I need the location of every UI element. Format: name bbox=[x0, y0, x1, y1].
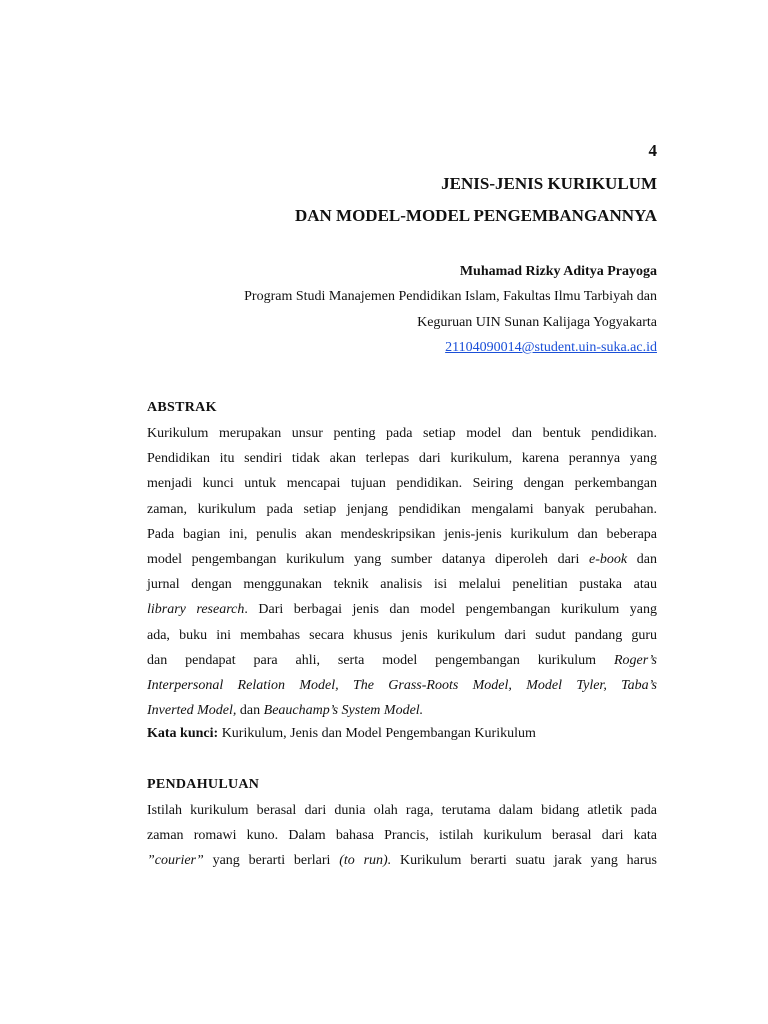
keywords-label: Kata kunci: bbox=[147, 726, 219, 741]
abstract-line bbox=[147, 597, 657, 622]
keywords-text: Kurikulum, Jenis dan Model Pengembangan Kurikulum bbox=[218, 726, 536, 741]
document-page bbox=[147, 0, 657, 1024]
keywords bbox=[147, 724, 536, 744]
abstract-italic-term: e-book bbox=[589, 551, 628, 567]
chapter-title-line-1: JENIS-JENIS KURIKULUM bbox=[441, 174, 657, 193]
abstract-italic-term: Inverted Model, bbox=[147, 703, 237, 719]
abstract-text: . Dari berbagai jenis dan model pengembangan kurikulum yang bbox=[244, 602, 657, 618]
abstract-line bbox=[147, 648, 657, 673]
abstract-line: jurnal dengan menggunakan teknik analisis isi melalui penelitian pustaka atau bbox=[147, 577, 657, 593]
abstract-italic-term: library research bbox=[147, 602, 245, 618]
abstract-heading: ABSTRAK bbox=[147, 400, 217, 415]
introduction-line: Istilah kurikulum berasal dari dunia olah raga, terutama dalam bidang atletik pada bbox=[147, 803, 657, 818]
abstract-italic-term: Roger’s bbox=[613, 652, 657, 668]
affiliation-line-1: Program Studi Manajemen Pendidikan Islam, Fakultas Ilmu Tarbiyah dan bbox=[244, 289, 657, 304]
abstract-line: menjadi kunci untuk mencapai tujuan pendidikan. Seiring dengan perkembangan bbox=[147, 476, 657, 492]
abstract-text: dan pendapat para ahli, serta model pengembangan kurikulum bbox=[147, 652, 614, 668]
abstract-line: Pendidikan itu sendiri tidak akan terlepas dari kurikulum, karena perannya yang bbox=[147, 451, 657, 467]
introduction-body bbox=[147, 798, 657, 874]
affiliation-line-2: Keguruan UIN Sunan Kalijaga Yogyakarta bbox=[417, 315, 657, 330]
abstract-text: dan bbox=[627, 551, 657, 567]
abstract-line: zaman, kurikulum pada setiap jenjang pendidikan mengalami banyak perubahan. bbox=[147, 501, 657, 517]
abstract-line bbox=[147, 547, 657, 572]
abstract-line: Pada bagian ini, penulis akan mendeskripsikan jenis-jenis kurikulum dan beberapa bbox=[147, 526, 657, 542]
abstract-line: ada, buku ini membahas secara khusus jenis kurikulum dari sudut pandang guru bbox=[147, 627, 657, 643]
abstract-italic-term: Interpersonal Relation Model, The Grass-Roots Model, Model Tyler, Taba’s bbox=[147, 677, 657, 693]
abstract-line: Kurikulum merupakan unsur penting pada setiap model dan bentuk pendidikan. bbox=[147, 426, 657, 441]
author-email-link[interactable]: 21104090014@student.uin-suka.ac.id bbox=[445, 340, 657, 355]
abstract-text: dan bbox=[236, 703, 264, 719]
abstract-line bbox=[147, 698, 657, 723]
abstract-body bbox=[147, 421, 657, 723]
introduction-line bbox=[147, 848, 657, 873]
intro-text: yang berarti berlari bbox=[203, 853, 340, 869]
introduction-line: zaman romawi kuno. Dalam bahasa Prancis, istilah kurikulum berasal dari kata bbox=[147, 828, 657, 844]
abstract-line bbox=[147, 673, 657, 698]
chapter-number: 4 bbox=[648, 141, 657, 160]
introduction-heading: PENDAHULUAN bbox=[147, 777, 260, 792]
abstract-text: model pengembangan kurikulum yang sumber datanya diperoleh dari bbox=[147, 551, 590, 567]
intro-italic-term: ”courier” bbox=[147, 853, 204, 869]
intro-italic-term: (to run). bbox=[339, 853, 392, 869]
chapter-title-line-2: DAN MODEL-MODEL PENGEMBANGANNYA bbox=[294, 206, 657, 225]
author-name: Muhamad Rizky Aditya Prayoga bbox=[459, 264, 657, 279]
abstract-italic-term: Beauchamp’s System Model. bbox=[263, 703, 424, 719]
intro-text: Kurikulum berarti suatu jarak yang harus bbox=[391, 853, 658, 869]
